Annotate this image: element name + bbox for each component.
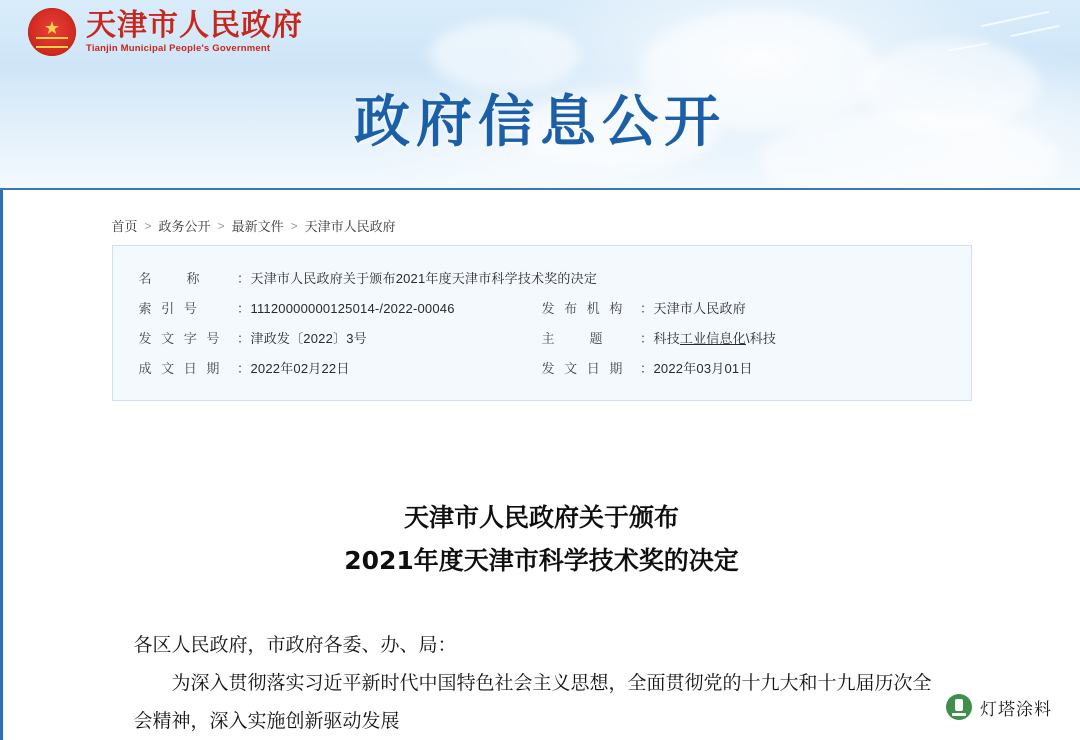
metadata-value-written-date: 2022年02月22日	[250, 361, 350, 376]
site-logo[interactable]	[28, 8, 303, 56]
watermark-label: 灯塔涂料	[980, 699, 1052, 720]
site-logo-title-en: Tianjin Municipal People's Government	[86, 43, 271, 55]
metadata-colon: ：	[236, 361, 250, 376]
metadata-subject-part-b: \科技	[745, 331, 777, 346]
breadcrumb-item-latest-documents[interactable]: 最新文件	[231, 219, 284, 234]
breadcrumb-item-tianjin-government[interactable]: 天津市人民政府	[304, 219, 396, 234]
metadata-value-subject	[654, 324, 777, 354]
metadata-colon: ：	[639, 361, 653, 376]
document-paragraph-1: 为深入贯彻落实习近平新时代中国特色社会主义思想，全面贯彻党的十九大和十九届历次全会精神，深入实施创新驱动发展	[133, 672, 932, 732]
metadata-colon: ：	[236, 271, 250, 286]
metadata-label-subject: 主 题	[541, 331, 606, 346]
metadata-subject-part-a: 科技	[653, 331, 680, 346]
site-logo-title-cn: 天津市人民政府	[86, 7, 303, 43]
metadata-row-docnum-subject	[139, 324, 945, 354]
metadata-row-dates	[139, 354, 945, 384]
metadata-value-document-number: 津政发〔2022〕3号	[250, 331, 367, 346]
breadcrumb-item-home[interactable]: 首页	[111, 219, 138, 234]
metadata-colon: ：	[639, 331, 653, 346]
breadcrumb-separator-icon: >	[144, 218, 152, 233]
site-banner	[0, 0, 1080, 190]
metadata-colon: ：	[639, 301, 653, 316]
light-streak-decoration	[1010, 25, 1059, 37]
breadcrumb	[112, 210, 972, 245]
breadcrumb-separator-icon: >	[290, 218, 298, 233]
metadata-row-name	[139, 264, 945, 294]
document-title-line-1: 天津市人民政府关于颁布	[403, 503, 679, 532]
metadata-colon: ：	[236, 301, 250, 316]
metadata-value-issue-date: 2022年03月01日	[653, 361, 753, 376]
metadata-label-issue-date: 发 文 日 期	[541, 361, 626, 376]
metadata-label-name: 名 称	[138, 271, 203, 286]
document-paragraph-salutation: 各区人民政府，市政府各委、办、局：	[133, 634, 457, 656]
breadcrumb-separator-icon: >	[217, 218, 225, 233]
metadata-label-written-date: 成 文 日 期	[138, 361, 223, 376]
metadata-label-issuer: 发 布 机 构	[541, 301, 626, 316]
metadata-label-index: 索 引 号	[138, 301, 200, 316]
banner-title: 政府信息公开	[354, 90, 726, 155]
page-container	[0, 190, 1080, 740]
metadata-subject-part-link[interactable]: 工业信息化	[679, 331, 746, 346]
document-title-line-2: 2021年度天津市科学技术奖的决定	[344, 545, 739, 575]
content-column	[112, 190, 972, 740]
document-title	[112, 497, 972, 582]
metadata-label-document-number: 发 文 字 号	[138, 331, 223, 346]
metadata-row-index-issuer	[139, 294, 945, 324]
document-body	[112, 626, 972, 740]
metadata-value-name: 天津市人民政府关于颁布2021年度天津市科学技术奖的决定	[250, 271, 598, 286]
metadata-value-index: 11120000000125014-/2022-00046	[250, 301, 455, 316]
document-metadata-box	[112, 245, 972, 401]
metadata-value-issuer: 天津市人民政府	[653, 301, 746, 316]
metadata-colon: ：	[236, 331, 250, 346]
light-streak-decoration	[981, 11, 1050, 28]
lighthouse-icon	[946, 694, 972, 720]
national-emblem-icon	[28, 8, 76, 56]
breadcrumb-item-government-affairs[interactable]: 政务公开	[158, 219, 211, 234]
watermark-badge	[938, 688, 1064, 726]
